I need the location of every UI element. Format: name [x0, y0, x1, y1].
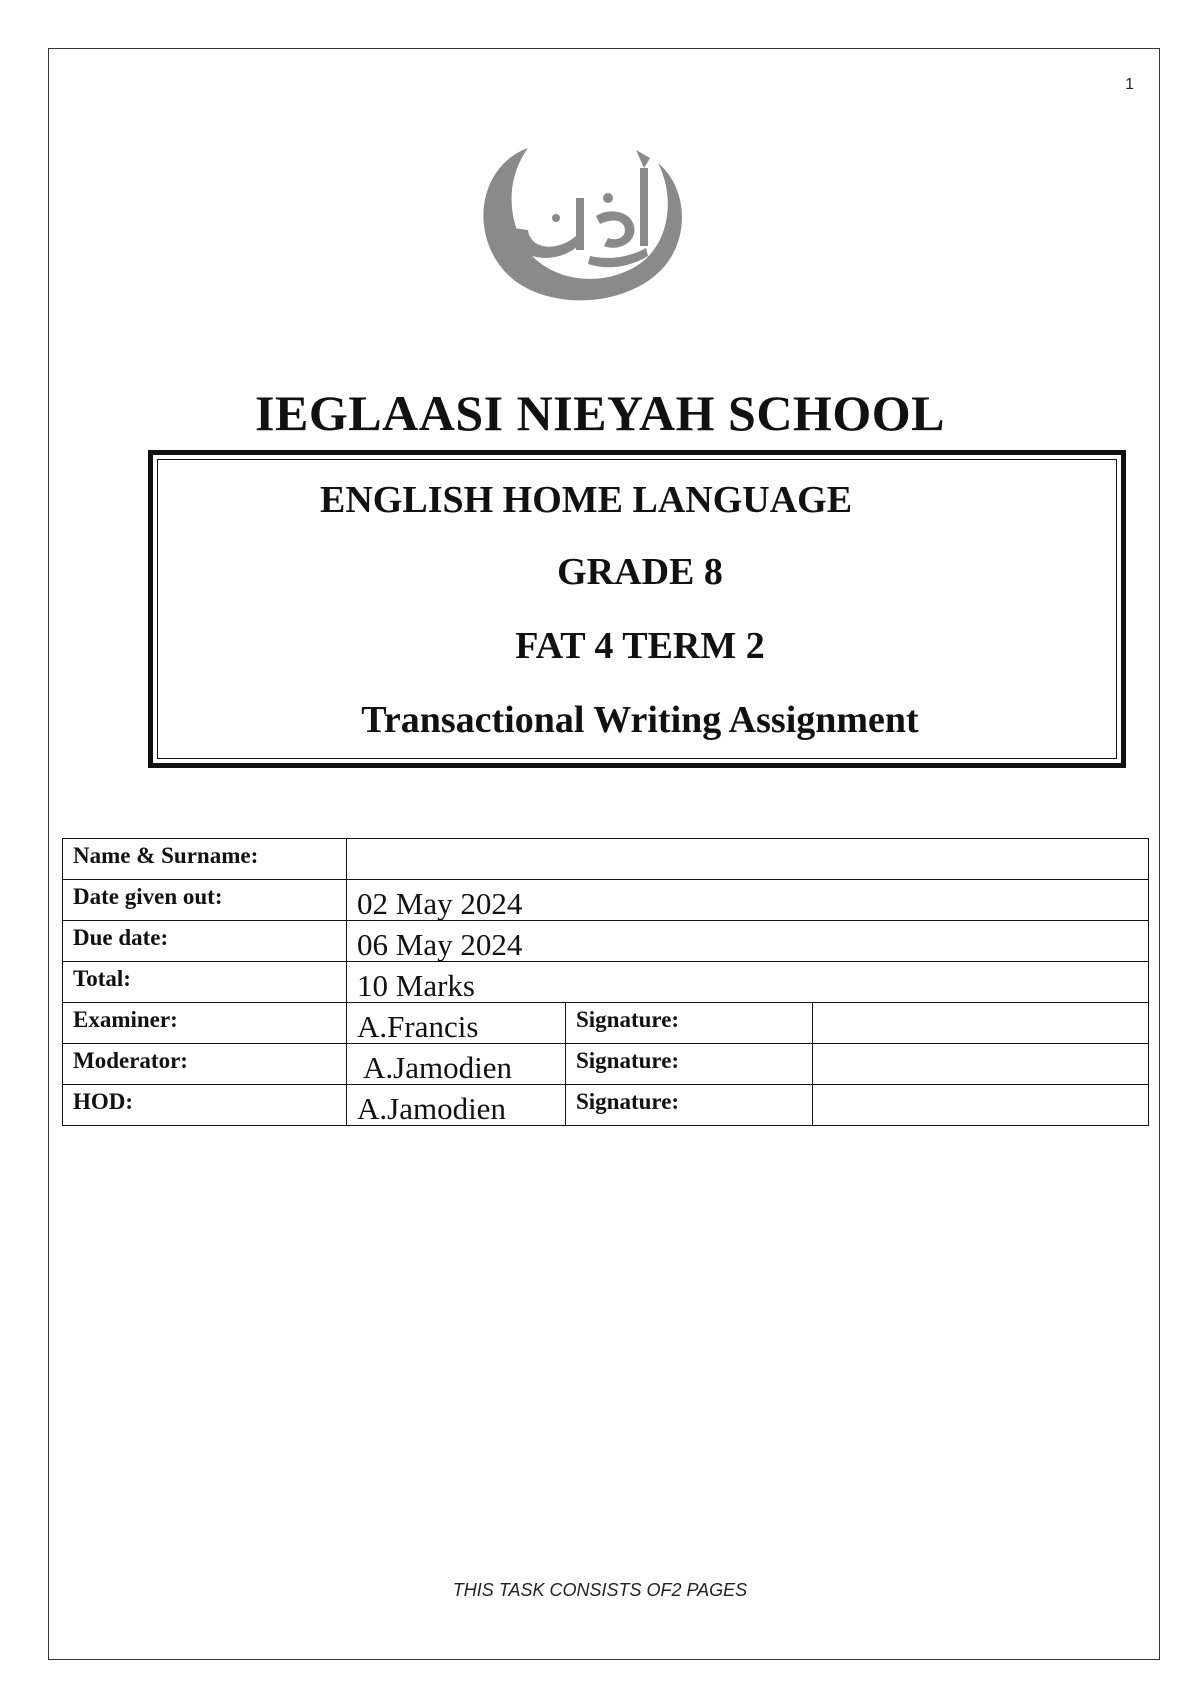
examiner-label: Examiner: [63, 1003, 347, 1044]
total-value: 10 Marks [347, 962, 1149, 1003]
examiner-signature-field[interactable] [813, 1003, 1149, 1044]
assignment-heading: Transactional Writing Assignment [361, 699, 919, 741]
school-crescent-calligraphy-logo [458, 128, 708, 308]
moderator-label: Moderator: [63, 1044, 347, 1085]
page-count-footer: THIS TASK CONSISTS OF2 PAGES [452, 1580, 748, 1600]
table-row [63, 921, 1149, 962]
moderator-signature-label: Signature: [566, 1044, 813, 1085]
table-row [63, 839, 1149, 880]
table-row [63, 1044, 1149, 1085]
table-row [63, 1085, 1149, 1126]
date-out-label: Date given out: [63, 880, 347, 921]
table-row [63, 880, 1149, 921]
hod-signature-label: Signature: [566, 1085, 813, 1126]
examiner-value: A.Francis [347, 1003, 566, 1044]
school-title: IEGLAASI NIEYAH SCHOOL [255, 385, 945, 441]
grade-heading: GRADE 8 [557, 551, 723, 593]
name-field[interactable] [347, 839, 1149, 880]
info-table [62, 838, 1149, 1126]
subject-heading: ENGLISH HOME LANGUAGE [320, 479, 853, 521]
name-label: Name & Surname: [63, 839, 347, 880]
hod-label: HOD: [63, 1085, 347, 1126]
date-out-value: 02 May 2024 [347, 880, 1149, 921]
total-label: Total: [63, 962, 347, 1003]
hod-value: A.Jamodien [347, 1085, 566, 1126]
moderator-signature-field[interactable] [813, 1044, 1149, 1085]
table-row [63, 962, 1149, 1003]
hod-signature-field[interactable] [813, 1085, 1149, 1126]
page-number: 1 [1125, 76, 1134, 93]
due-date-label: Due date: [63, 921, 347, 962]
due-date-value: 06 May 2024 [347, 921, 1149, 962]
table-row [63, 1003, 1149, 1044]
moderator-value: A.Jamodien [347, 1044, 566, 1085]
assessment-heading: FAT 4 TERM 2 [515, 625, 765, 667]
examiner-signature-label: Signature: [566, 1003, 813, 1044]
